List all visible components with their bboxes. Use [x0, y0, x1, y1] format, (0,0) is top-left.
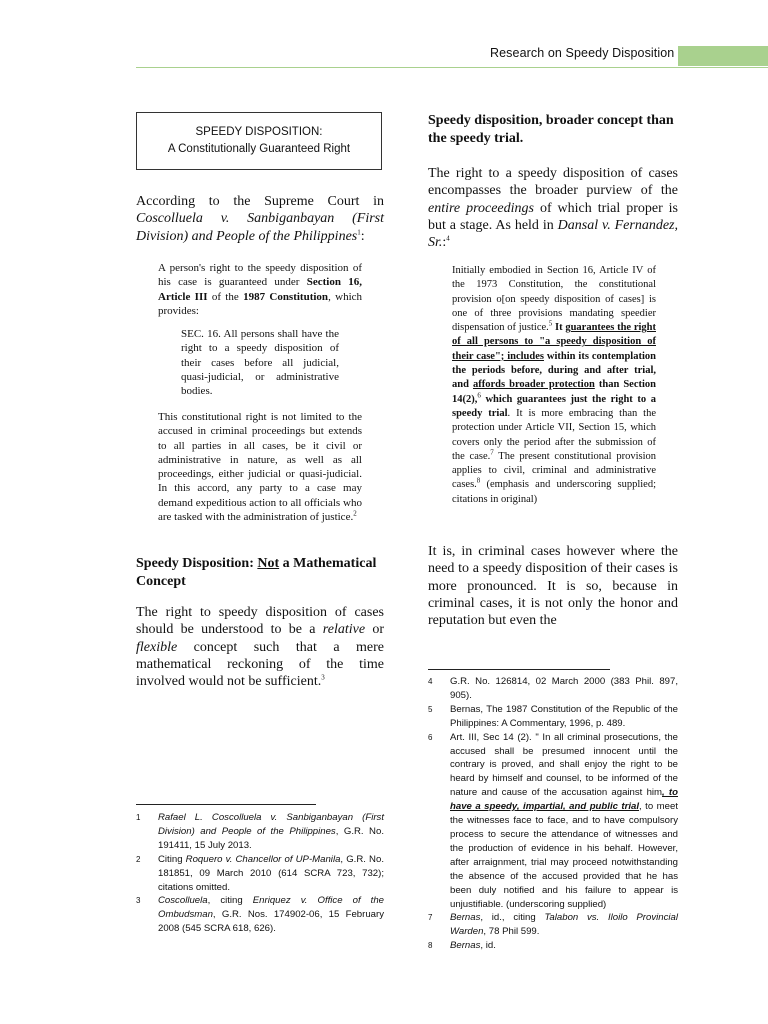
- box-line-2: A Constitutionally Guaranteed Right: [167, 143, 351, 155]
- block-quote-1: [158, 261, 362, 318]
- footnote-number: 7: [428, 913, 433, 923]
- quote1-intro: A person's right to the speedy disposition of his case is guaranteed under Section 16, Article III of the 1987 Constitution, which provides:: [158, 262, 363, 317]
- footnote-number: 5: [428, 704, 433, 714]
- broader-concept-paragraph: The right to a speedy disposition of cases encompasses the broader purview of the entire proceedings of which trial proper is but a stage. As held in Dansal v. Fernandez, Sr.:$^4$: [428, 166, 679, 251]
- intro-paragraph: According to the Supreme Court in Coscolluela v. Sanbiganbayan (First Division) and People of the Philippines$^1$:: [136, 194, 384, 244]
- section-heading: Speedy Disposition: Not a Mathematical Concept: [136, 556, 377, 589]
- footnote-separator-right: [428, 669, 610, 670]
- footnote-number: 8: [428, 941, 433, 951]
- left-intro: [136, 193, 384, 245]
- footnote-number: 2: [136, 854, 141, 864]
- running-header-title: Research on Speedy Disposition: [490, 46, 675, 60]
- footnote-item: [428, 939, 678, 953]
- header-rule: [136, 67, 768, 68]
- footnote-separator-left: [136, 804, 316, 805]
- sec16-quote: [181, 327, 339, 398]
- dansal-block-quote: Initially embodied in Section 16, Article IV of the 1973 Constitution, the constitutional provision o[on speedy disposition of cases] is one of three provisions mandating speedier dispensation of justice.$^5$ It guarantees the right of all persons to "a speedy disposition of their case"; includes within its contemplation the periods before, during and after trial, and affords broader protection than Section 14(2),$^6$ which guarantees just the right to a speedy trial. It is more embracing than the protection under Article VII, Section 15, which covers only the period after the submission of the case.$^7$ The present constitutional provision applies to civil, criminal and administrative cases.$^8$ (emphasis and underscoring supplied; citations in original): [452, 265, 657, 505]
- footnote-item: [136, 853, 384, 895]
- footnote-item: [428, 703, 678, 731]
- footnotes-left: [136, 811, 384, 936]
- quote1-cont-text: This constitutional right is not limited to the accused in criminal proceedings but extends to all parties in all cases, be it civil or administrative in nature, as well as all proceedings, either judicial or quasi-judicial. In this accord, any party to a case may demand expeditious action to all officials who are tasked with the administration of justice.: [158, 411, 362, 524]
- footnote-text: Bernas, id., citing Talabon vs. Iloilo Provincial Warden, 78 Phil 599.: [450, 912, 678, 938]
- right-para-2: [428, 543, 678, 629]
- left-heading-2: [136, 555, 384, 590]
- case-citation: Coscolluela v. Sanbiganbayan (First Division) and People of the Philippines: [136, 211, 384, 244]
- section-heading: Speedy disposition, broader concept than the speedy trial.: [428, 113, 674, 146]
- footnote-item: [428, 731, 678, 912]
- footnote-number: 6: [428, 732, 433, 742]
- footnote-number: 1: [136, 813, 141, 822]
- right-para-1: [428, 165, 678, 251]
- footnote-number: 4: [428, 677, 433, 686]
- section-title-box: [136, 112, 382, 170]
- footnote-text: Bernas, id.: [450, 940, 496, 952]
- box-line-1: SPEEDY DISPOSITION:: [195, 126, 323, 138]
- footnotes-right: [428, 675, 678, 953]
- header-accent-bar: [678, 46, 768, 66]
- footnote-text: Art. III, Sec 14 (2). " In all criminal prosecutions, the accused shall be presumed innocent until the contrary is proved, and shall enjoy the right to be heard by himself and counsel, to be informed of the nature and cause of the accusation against him, to have a speedy, impartial, and public trial, to meet the witnesses face to face, and to have compulsory process to secure the attendance of witnesses and the production of evidence in his behalf. However, after arraignment, trial may proceed notwithstanding the absence of the accused provided that he has been duly notified and his failure to appear is unjustifiable. (underscoring supplied): [450, 731, 678, 910]
- criminal-cases-paragraph: It is, in criminal cases however where the need to a speedy disposition of their cases is more pronounced. It is so, because in criminal cases, it is not only the honor and reputation but even the: [428, 544, 678, 629]
- footnote-text: Rafael L. Coscolluela v. Sanbiganbayan (First Division) and People of the Philippines, G.R. No. 191411, 15 July 2013.: [158, 812, 384, 851]
- footnote-item: [136, 894, 384, 936]
- footnote-number: 3: [136, 896, 141, 906]
- footnote-item: [428, 911, 678, 939]
- footnote-text: G.R. No. 126814, 02 March 2000 (383 Phil. 897, 905).: [450, 676, 678, 701]
- right-heading-1: [428, 112, 678, 147]
- footnote-text: Coscolluela, citing Enriquez v. Office of the Ombudsman, G.R. Nos. 174902-06, 15 February 2008 (545 SCRA 618, 626).: [158, 895, 384, 935]
- footnote-item: [428, 675, 678, 703]
- footnote-item: [136, 811, 384, 853]
- sec16-text: SEC. 16. All persons shall have the right to a speedy disposition of their cases before all judicial, quasi-judicial, or administrative bodies.: [181, 328, 339, 398]
- left-para-2: [136, 604, 384, 690]
- quote1-continued: This constitutional right is not limited to the accused in criminal proceedings but extends to all parties in all cases, be it civil or administrative in nature, as well as all proceedings, either judicial or quasi-judicial. In this accord, any party to a case may demand expeditious action to all officials who are tasked with the administration of justice.$^2$: [158, 411, 362, 524]
- footnote-text: Bernas, The 1987 Constitution of the Republic of the Philippines: A Commentary, 1996, p. 489.: [450, 703, 678, 729]
- footnote-text: Citing Roquero v. Chancellor of UP-Manila, G.R. No. 181851, 09 March 2010 (614 SCRA 723, 732); citations omitted.: [158, 853, 384, 893]
- relative-concept-paragraph: The right to speedy disposition of cases should be understood to be a relative or flexible concept such that a mere mathematical reckoning of the time involved would not be sufficient.$^3$: [136, 605, 384, 690]
